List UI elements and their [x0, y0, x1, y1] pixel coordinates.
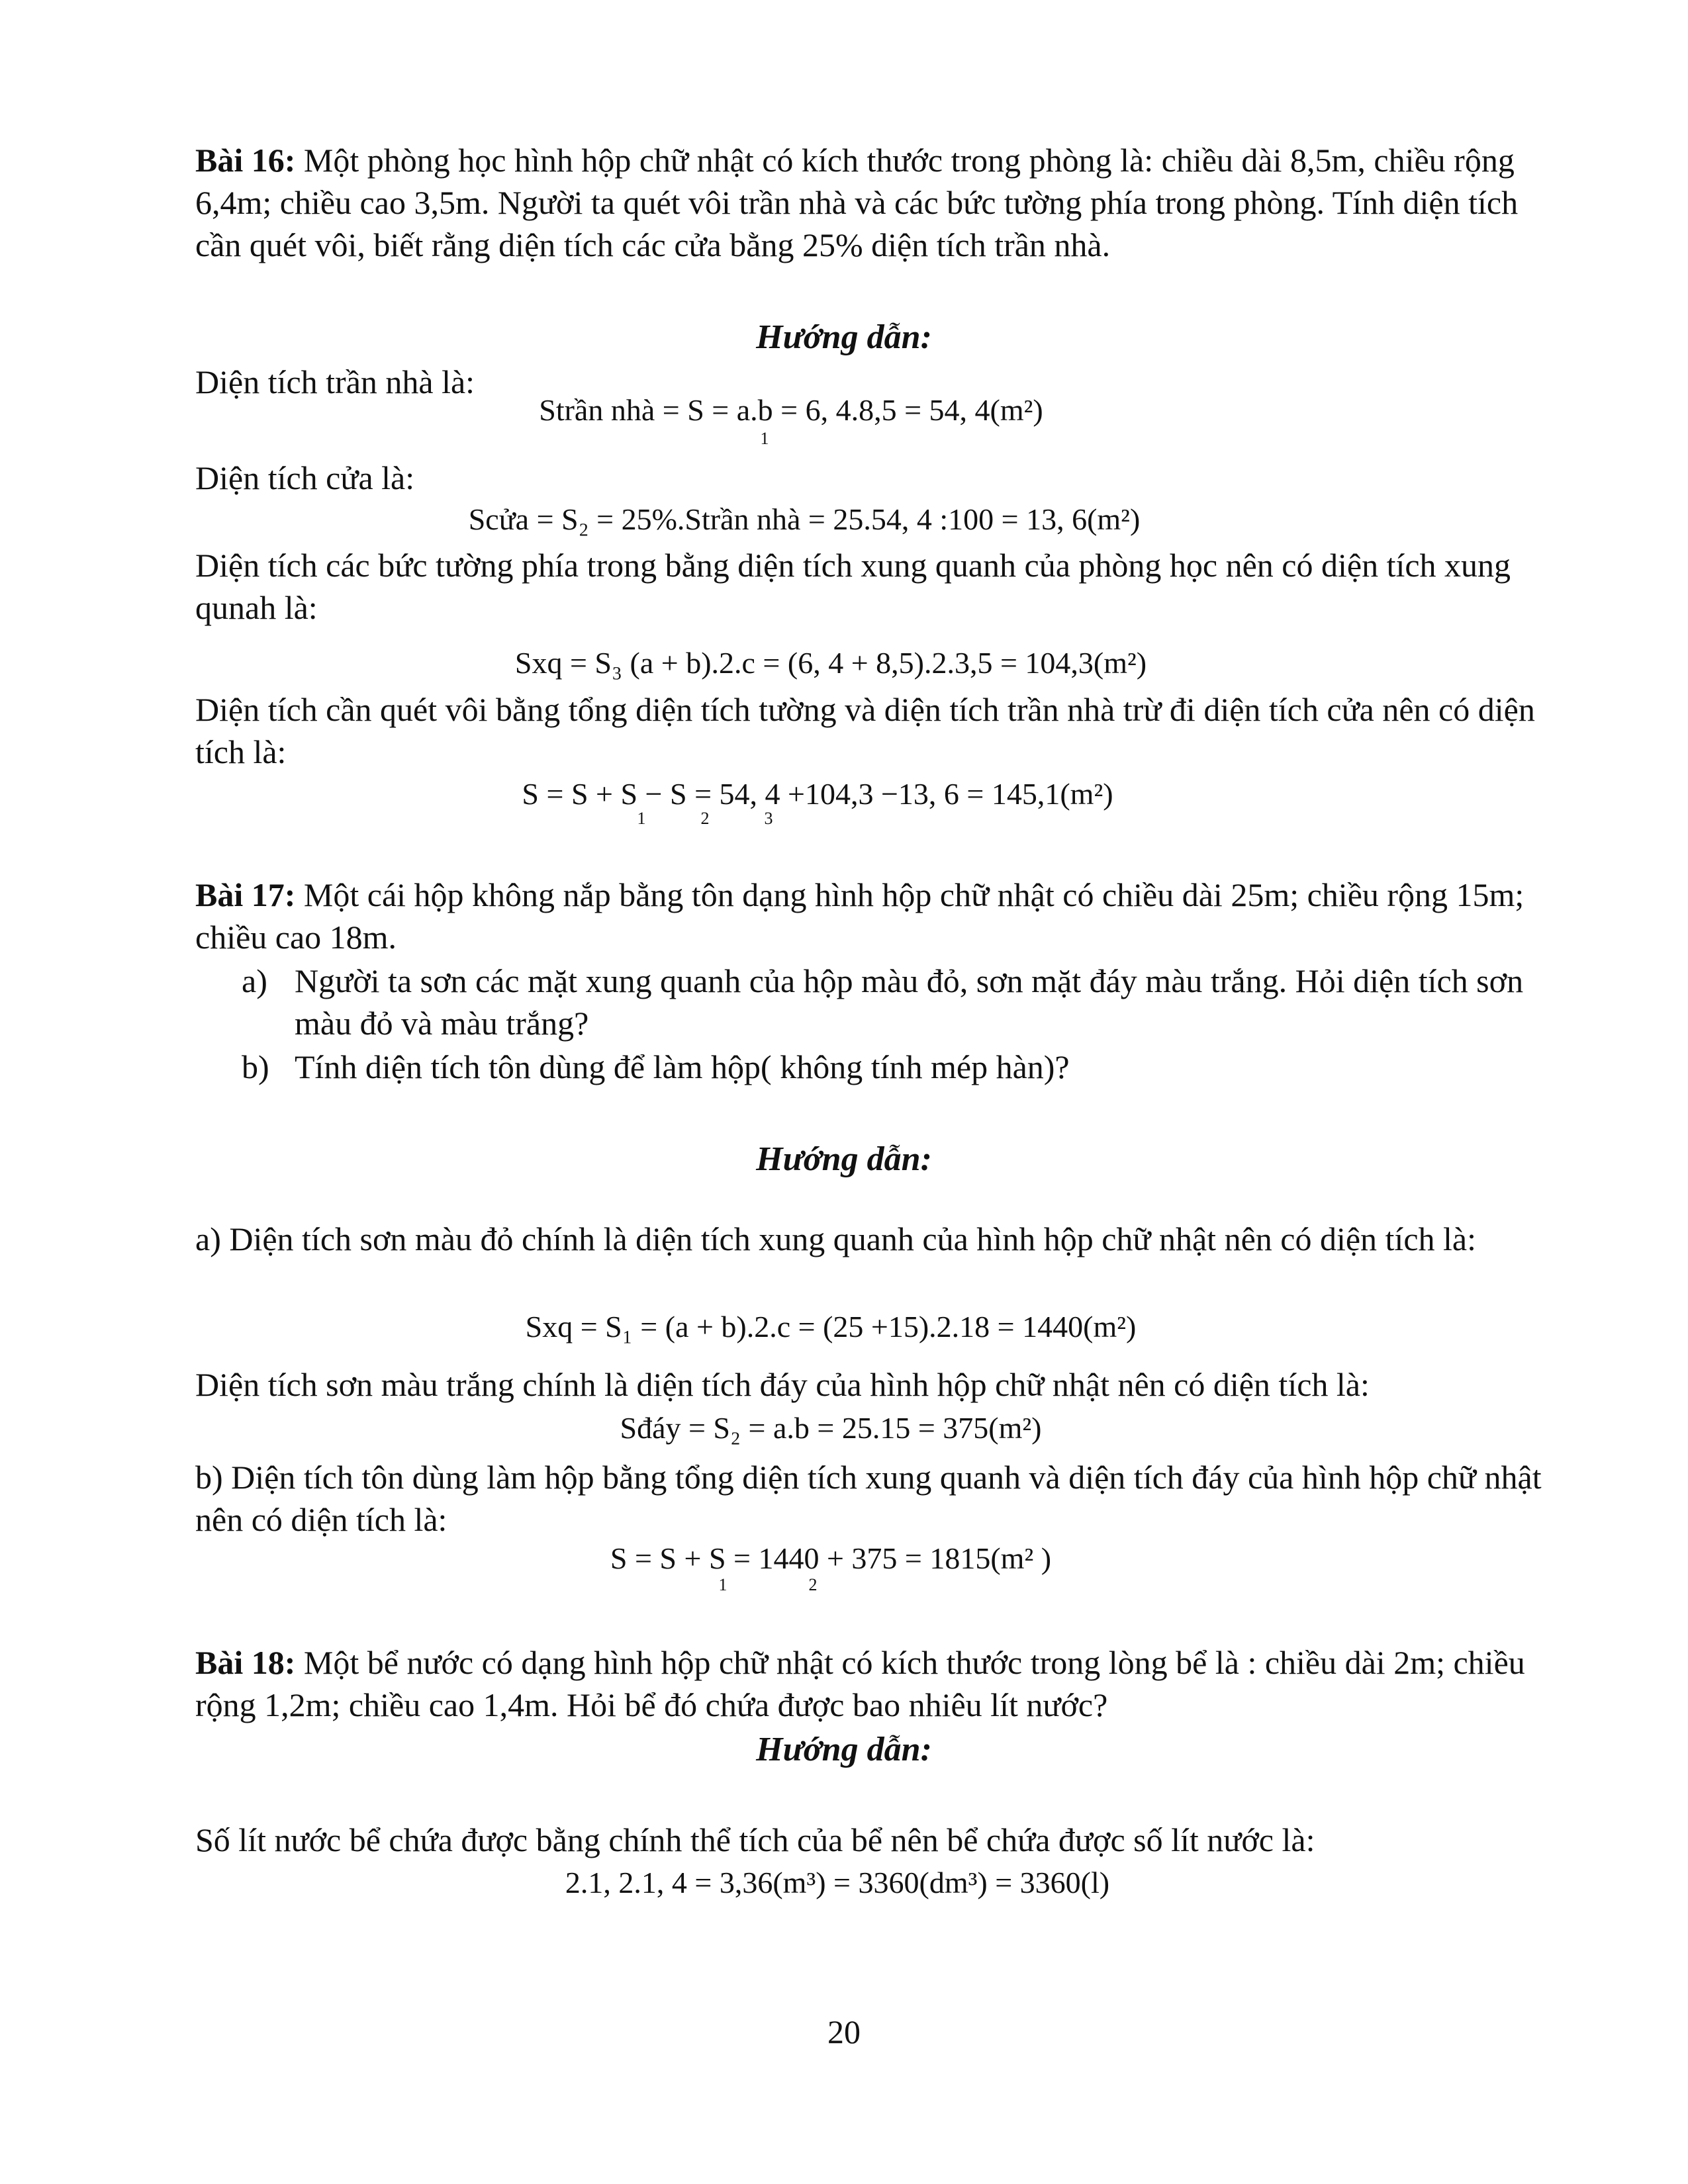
problem-18-guide-heading: Hướng dẫn: [756, 1731, 932, 1768]
item-marker: b) [242, 1048, 269, 1085]
subscript-1: 1 [637, 809, 646, 828]
problem-17-line-1: a) Diện tích sơn màu đỏ chính là diện tích xung quanh của hình hộp chữ nhật nên có diện tích là: [195, 1220, 1476, 1257]
problem-17-line-2: Diện tích sơn màu trắng chính là diện tích đáy của hình hộp chữ nhật nên có diện tích là: [195, 1366, 1370, 1403]
problem-17-statement [195, 874, 1559, 958]
problem-17-line-3: b) Diện tích tôn dùng làm hộp bằng tổng diện tích xung quanh và diện tích đáy của hình hộp chữ nhật nên có diện tích là: [195, 1459, 1542, 1538]
problem-17-text: Một cái hộp không nắp bằng tôn dạng hình hộp chữ nhật có chiều dài 25m; chiều rộng 15m; chiều cao 18m. [195, 876, 1524, 956]
problem-16-equation-2: Scửa = S₂ = 25%.Strần nhà = 25.54, 4 :100 = 13, 6(m²) [468, 502, 1141, 536]
subscript-2: 2 [808, 1575, 818, 1594]
problem-17-equation-3: S = S + S = 1440 + 375 = 1815(m² ) [610, 1541, 1052, 1575]
problem-18-statement [195, 1641, 1559, 1726]
problem-16-line-2: Diện tích cửa là: [195, 459, 415, 496]
problem-17-label: Bài 17: [195, 876, 296, 913]
problem-16-label: Bài 16: [195, 142, 296, 179]
problem-16-line-3: Diện tích các bức tường phía trong bằng diện tích xung quanh của phòng học nên có diện tích xung qunah là: [195, 547, 1511, 626]
item-text: Người ta sơn các mặt xung quanh của hộp màu đỏ, sơn mặt đáy màu trắng. Hỏi diện tích sơn màu đỏ và màu trắng? [295, 962, 1524, 1042]
problem-17-guide-heading: Hướng dẫn: [756, 1140, 932, 1178]
problem-17-equation-2: Sđáy = S₂ = a.b = 25.15 = 375(m²) [620, 1411, 1042, 1445]
problem-18-text: Một bể nước có dạng hình hộp chữ nhật có kích thước trong lòng bể là : chiều dài 2m; chiều rộng 1,2m; chiều cao 1,4m. Hỏi bể đó chứa được bao nhiêu lít nước? [195, 1644, 1525, 1723]
problem-16-guide-heading: Hướng dẫn: [756, 318, 932, 356]
problem-16-equation-1: Strần nhà = S = a.b = 6, 4.8,5 = 54, 4(m²) [539, 393, 1043, 427]
problem-16-statement [195, 139, 1559, 266]
problem-17-equation-3-subscripts [0, 1575, 1612, 1595]
problem-18-equation-1: 2.1, 2.1, 4 = 3,36(m³) = 3360(dm³) = 3360(l) [565, 1866, 1110, 1899]
problem-18-label: Bài 18: [195, 1644, 296, 1681]
problem-16-equation-4: S = S + S − S = 54, 4 +104,3 −13, 6 = 145,1(m²) [522, 777, 1113, 811]
problem-16-line-4: Diện tích cần quét vôi bằng tổng diện tích tường và diện tích trần nhà trừ đi diện tích cửa nên có diện tích là: [195, 691, 1535, 770]
problem-16-line-1: Diện tích trần nhà là: [195, 363, 475, 400]
problem-16-equation-1-subscript: 1 [760, 429, 769, 448]
subscript-1: 1 [718, 1575, 727, 1594]
problem-18-line-1: Số lít nước bể chứa được bằng chính thể tích của bể nên bể chứa được số lít nước là: [195, 1821, 1315, 1858]
problem-17-equation-1: Sxq = S₁ = (a + b).2.c = (25 +15).2.18 = 1440(m²) [525, 1310, 1137, 1343]
problem-16-text: Một phòng học hình hộp chữ nhật có kích thước trong phòng là: chiều dài 8,5m, chiều rộng 6,4m; chiều cao 3,5m. Người ta quét vôi trần nhà và các bức tường phía trong phòng. Tính diện tích cần quét vôi, biết rằng diện tích các cửa bằng 25% diện tích trần nhà. [195, 142, 1519, 263]
problem-16-equation-3: Sxq = S₃ (a + b).2.c = (6, 4 + 8,5).2.3,5 = 104,3(m²) [514, 646, 1147, 680]
subscript-2: 2 [700, 809, 710, 828]
subscript-3: 3 [764, 809, 773, 828]
page-number: 20 [827, 2013, 861, 2050]
item-marker: a) [242, 962, 267, 999]
problem-16-equation-4-subscripts [0, 809, 1549, 829]
item-text: Tính diện tích tôn dùng để làm hộp( không tính mép hàn)? [295, 1048, 1070, 1085]
